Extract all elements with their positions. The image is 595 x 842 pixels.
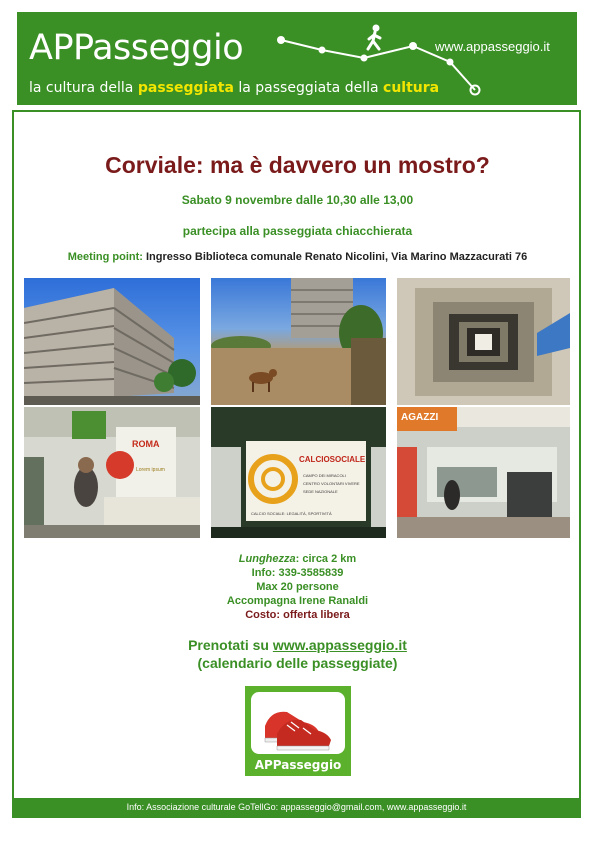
tagline-part: la passeggiata della: [233, 80, 384, 96]
info-phone: Info: 339-3585839: [251, 567, 344, 579]
calciosociale-line-2: CENTRO VOLONTARI VIVERE: [303, 481, 360, 486]
event-details: [0, 552, 595, 622]
footer-text: Info: Associazione culturale GoTellGo: appasseggio@gmail.com, www.appasseggio.it: [126, 802, 467, 812]
sneakers-icon: [251, 692, 345, 754]
meeting-point-value: Ingresso Biblioteca comunale Renato Nicolini, Via Marino Mazzacurati 76: [146, 251, 528, 263]
logo-text: APPasseggio: [254, 758, 342, 772]
length-value: : circa 2 km: [295, 553, 357, 565]
booking-calendar: (calendario delle passeggiate): [197, 655, 398, 671]
tagline-highlight: passeggiata: [137, 80, 234, 96]
meeting-point-separator: :: [139, 251, 146, 263]
length-label: Lunghezza: [238, 553, 296, 565]
max-participants: Max 20 persone: [256, 581, 339, 593]
length-line: [0, 552, 595, 566]
walking-person-icon: [364, 24, 386, 54]
library-sign-text: AGAZZI: [401, 412, 439, 423]
event-date: Sabato 9 novembre dalle 10,30 alle 13,00: [181, 193, 414, 207]
tagline: [29, 80, 439, 96]
meeting-point-label: Meeting point: [67, 251, 140, 263]
photo-library-interior: [397, 407, 570, 538]
logo-panel: [251, 692, 345, 754]
meeting-point: [0, 251, 595, 263]
calciosociale-title: CALCIOSOCIALE: [299, 455, 366, 464]
tagline-part: la cultura della: [29, 80, 138, 96]
event-invite: partecipa alla passeggiata chiacchierata: [182, 224, 413, 238]
event-title: Corviale: ma è davvero un mostro?: [105, 152, 490, 178]
tagline-highlight: cultura: [383, 80, 440, 96]
calciosociale-line-3: SEDE NAZIONALE: [303, 489, 338, 494]
photo-goats-field: [211, 278, 386, 405]
calciosociale-line-1: CAMPO DEI MIRACOLI: [303, 473, 346, 478]
booking-block: [0, 636, 595, 672]
photo-corviale-building: [24, 278, 200, 405]
photo-market-stall: [24, 407, 200, 538]
booking-line: [0, 636, 595, 654]
calciosociale-bottom-line: CALCIO SOCIALE: LEGALITÀ, SPORTIVITÀ: [251, 511, 332, 516]
guide-name: Accompagna Irene Ranaldi: [226, 595, 369, 607]
booking-prefix: Prenotati su: [188, 637, 273, 653]
header-banner: [17, 12, 577, 105]
booking-link[interactable]: www.appasseggio.it: [272, 637, 407, 653]
footer-bar: [12, 798, 581, 818]
photo-corridor-perspective: [397, 278, 570, 405]
photo-calciosociale-sign: [211, 407, 386, 538]
market-sign-subtext: Lorem ipsum: [136, 467, 165, 473]
cost: Costo: offerta libera: [245, 609, 350, 621]
market-sign-text: ROMA: [132, 439, 160, 449]
brand-name: APPasseggio: [29, 28, 244, 68]
header-website-link[interactable]: www.appasseggio.it: [435, 39, 550, 54]
appasseggio-logo: [245, 686, 351, 776]
